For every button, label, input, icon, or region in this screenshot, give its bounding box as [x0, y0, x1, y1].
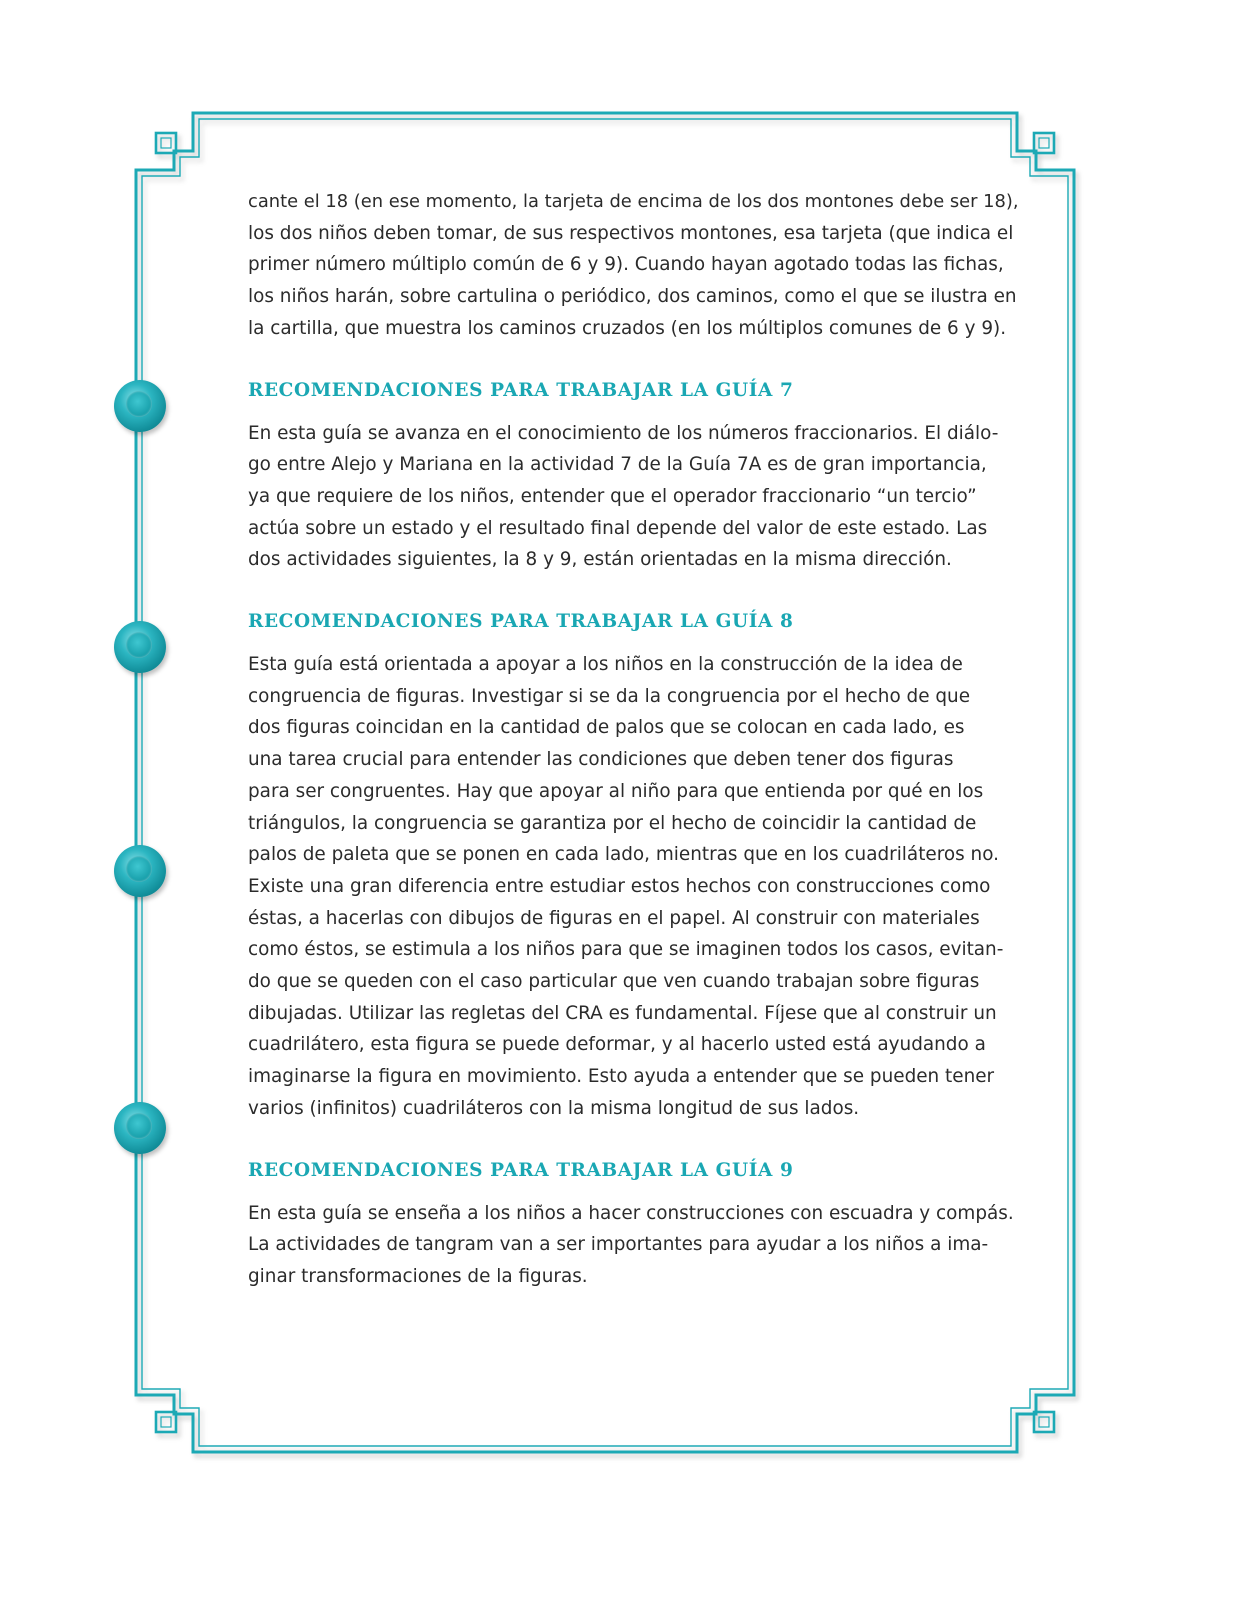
section-heading-guia-8: RECOMENDACIONES PARA TRABAJAR LA GUÍA 8 [248, 611, 794, 633]
bead-icon [114, 1102, 166, 1154]
text-line: cante el 18 (en ese momento, la tarjeta de encima de los dos montones debe ser 18), [248, 191, 1019, 212]
text-line: congruencia de figuras. Investigar si se da la congruencia por el hecho de que [248, 685, 971, 707]
guia-7-paragraph [248, 418, 1013, 577]
text-line: dos figuras coincidan en la cantidad de palos que se colocan en cada lado, es [248, 717, 965, 739]
text-line: éstas, a hacerlas con dibujos de figuras en el papel. Al construir con materiales [248, 907, 980, 929]
guia-9-paragraph [248, 1198, 1013, 1293]
intro-paragraph [248, 186, 1019, 345]
text-line: palos de paleta que se ponen en cada lado, mientras que en los cuadriláteros no. [248, 844, 999, 866]
text-line: En esta guía se avanza en el conocimiento de los números fraccionarios. El diálo- [248, 422, 999, 444]
section-heading-guia-9: RECOMENDACIONES PARA TRABAJAR LA GUÍA 9 [248, 1159, 794, 1181]
bead-icon [114, 380, 166, 432]
text-line: una tarea crucial para entender las condiciones que deben tener dos figuras [248, 749, 954, 771]
page-content [248, 186, 1019, 1293]
guia-8-paragraph [248, 649, 1013, 1125]
text-line: do que se queden con el caso particular que ven cuando trabajan sobre figuras [248, 971, 980, 993]
text-line: cuadrilátero, esta figura se puede deformar, y al hacerlo usted está ayudando a [248, 1034, 986, 1056]
text-line: Esta guía está orientada a apoyar a los niños en la construcción de la idea de [248, 654, 963, 676]
text-line: como éstos, se estimula a los niños para que se imaginen todos los casos, evitan- [248, 939, 1004, 961]
text-line: Existe una gran diferencia entre estudiar estos hechos con construcciones como [248, 875, 991, 897]
text-line: triángulos, la congruencia se garantiza por el hecho de coincidir la cantidad de [248, 812, 977, 834]
text-line: para ser congruentes. Hay que apoyar al niño para que entienda por qué en los [248, 780, 984, 802]
text-line: primer número múltiplo común de 6 y 9). Cuando hayan agotado todas las fichas, [248, 254, 1004, 276]
bead-icon [114, 621, 166, 673]
text-line: dibujadas. Utilizar las regletas del CRA es fundamental. Fíjese que al construir un [248, 1002, 997, 1024]
bead-icon [114, 845, 166, 897]
text-line: los niños harán, sobre cartulina o periódico, dos caminos, como el que se ilustra en [248, 286, 1017, 308]
text-line: En esta guía se enseña a los niños a hacer construcciones con escuadra y compás. [248, 1202, 1014, 1224]
text-line: imaginarse la figura en movimiento. Esto ayuda a entender que se pueden tener [248, 1066, 995, 1088]
text-line: la cartilla, que muestra los caminos cruzados (en los múltiplos comunes de 6 y 9). [248, 317, 1007, 339]
text-line: actúa sobre un estado y el resultado final depende del valor de este estado. Las [248, 517, 988, 539]
text-line: los dos niños deben tomar, de sus respectivos montones, esa tarjeta (que indica el [248, 222, 1014, 244]
text-line: ginar transformaciones de la figuras. [248, 1265, 588, 1287]
text-line: La actividades de tangram van a ser importantes para ayudar a los niños a ima- [248, 1234, 989, 1256]
text-line: ya que requiere de los niños, entender que el operador fraccionario “un tercio” [248, 485, 977, 507]
section-heading-guia-7: RECOMENDACIONES PARA TRABAJAR LA GUÍA 7 [248, 379, 794, 401]
text-line: go entre Alejo y Mariana en la actividad 7 de la Guía 7A es de gran importancia, [248, 454, 987, 476]
text-line: varios (infinitos) cuadriláteros con la misma longitud de sus lados. [248, 1097, 860, 1119]
text-line: dos actividades siguientes, la 8 y 9, están orientadas en la misma dirección. [248, 549, 952, 571]
